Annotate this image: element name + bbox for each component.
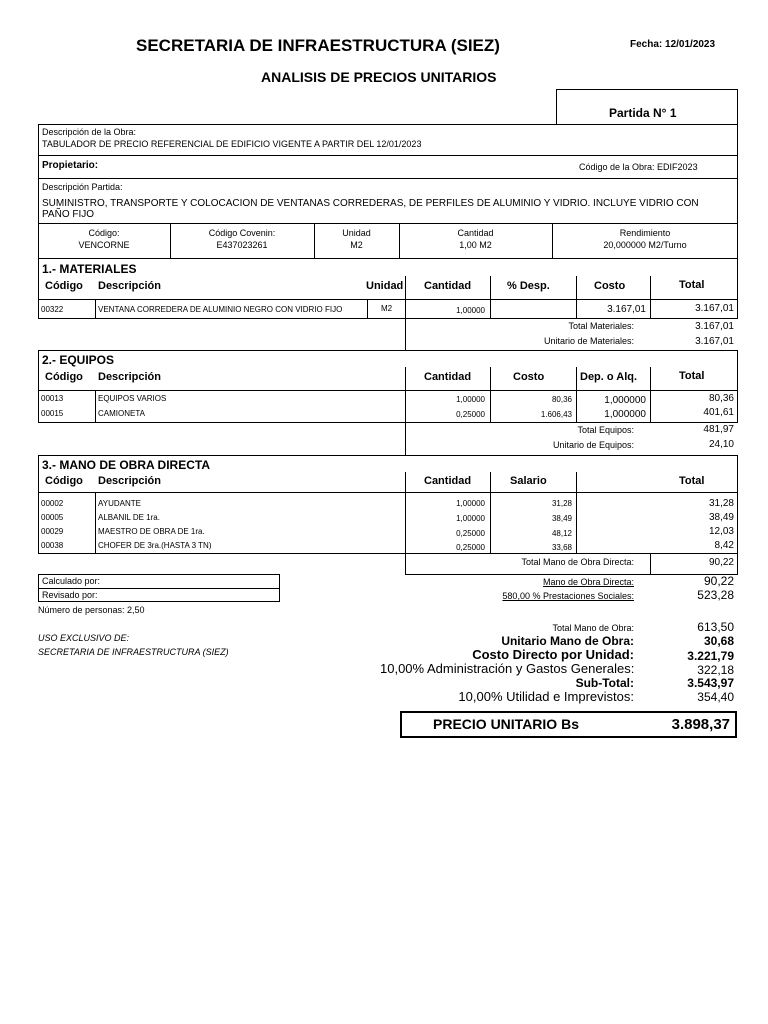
propietario-label: Propietario:: [42, 160, 99, 171]
materiales-col-desp: % Desp.: [507, 280, 550, 292]
equipos-unitario-label: Unitario de Equipos:: [552, 440, 634, 450]
equipos-row-dep: 1,000000: [604, 395, 646, 406]
equipos-unitario-value: 24,10: [708, 439, 734, 450]
materiales-row-total: 3.167,01: [695, 303, 734, 314]
mano-obra-row-total: 38,49: [708, 512, 734, 523]
materiales-col-costo: Costo: [594, 280, 626, 292]
partida-description-line1: SUMINISTRO, TRANSPORTE Y COLOCACION DE VENTANAS CORREDERAS, DE PERFILES DE ALUMINIO Y VIDRIO. INCLUYE VIDRIO CON: [42, 198, 699, 209]
mano-obra-row-total: 8,42: [714, 540, 734, 551]
equipos-row-cantidad: 0,25000: [456, 410, 485, 419]
equipos-row-cantidad: 1,00000: [456, 395, 485, 404]
codigo-obra: Código de la Obra: EDIF2023: [579, 162, 698, 172]
equipos-row-codigo: 00015: [41, 409, 64, 418]
materiales-row-codigo: 00322: [41, 305, 64, 314]
utilidad-value: 354,40: [697, 690, 734, 704]
equipos-row-codigo: 00013: [41, 394, 64, 403]
materiales-row-unidad: M2: [381, 304, 393, 313]
equipos-row-total: 401,61: [703, 407, 734, 418]
mano-obra-row-codigo: 00002: [41, 499, 64, 508]
revisado-por: Revisado por:: [42, 590, 98, 600]
materiales-unitario-label: Unitario de Materiales:: [543, 336, 634, 346]
mano-obra-row-descripcion: MAESTRO DE OBRA DE 1ra.: [98, 527, 205, 536]
unidad-label: Unidad: [342, 228, 371, 238]
mano-obra-total-label: Total Mano de Obra Directa:: [521, 557, 634, 567]
partida-description-line2: PAÑO FIJO: [42, 209, 95, 220]
equipos-row-costo: 1.606,43: [540, 410, 572, 419]
covenin-label: Código Covenin:: [208, 228, 276, 238]
equipos-col-costo: Costo: [513, 371, 545, 383]
equipos-row-total: 80,36: [708, 393, 734, 404]
equipos-total-value: 481,97: [703, 424, 734, 435]
mano-obra-row-salario: 33,68: [551, 543, 572, 552]
rendimiento-label: Rendimiento: [619, 228, 671, 238]
unitario-mo-value: 30,68: [703, 634, 734, 648]
unidad-value: M2: [350, 240, 363, 250]
mano-obra-total-value: 90,22: [708, 557, 734, 568]
equipos-row-descripcion: CAMIONETA: [98, 409, 145, 418]
mano-obra-row-total: 31,28: [708, 498, 734, 509]
precio-unitario-label: PRECIO UNITARIO Bs: [433, 716, 579, 732]
admin-value: 322,18: [697, 663, 734, 677]
codigo-value: VENCORNE: [78, 240, 130, 250]
document-title: SECRETARIA DE INFRAESTRUCTURA (SIEZ): [136, 36, 500, 55]
mano-obra-col-total: Total: [679, 475, 705, 487]
obra-description-label: Descripción de la Obra:: [42, 127, 137, 137]
total-mo-label: Total Mano de Obra:: [552, 623, 634, 633]
document-date: Fecha: 12/01/2023: [630, 39, 716, 50]
precio-unitario-value: 3.898,37: [671, 716, 730, 733]
utilidad-label: 10,00% Utilidad e Imprevistos:: [458, 689, 634, 704]
materiales-row-cantidad: 1,00000: [456, 306, 485, 315]
mano-obra-row-codigo: 00038: [41, 541, 64, 550]
equipos-col-total: Total: [679, 370, 705, 382]
obra-description-value: TABULADOR DE PRECIO REFERENCIAL DE EDIFICIO VIGENTE A PARTIR DEL 12/01/2023: [42, 139, 422, 149]
mano-obra-row-cantidad: 0,25000: [456, 529, 485, 538]
mano-obra-col-cantidad: Cantidad: [424, 475, 472, 487]
unitario-mo-label: Unitario Mano de Obra:: [501, 634, 634, 648]
materiales-col-descripcion: Descripción: [98, 280, 161, 292]
mano-obra-row-salario: 48,12: [551, 529, 572, 538]
document-subtitle: ANALISIS DE PRECIOS UNITARIOS: [261, 69, 497, 85]
mano-obra-col-codigo: Código: [45, 475, 83, 487]
mano-obra-col-salario: Salario: [510, 475, 547, 487]
costo-directo-value: 3.221,79: [687, 649, 734, 663]
covenin-value: E437023261: [216, 240, 268, 250]
uso-exclusivo-label: USO EXCLUSIVO DE:: [38, 633, 130, 643]
materiales-row-descripcion: VENTANA CORREDERA DE ALUMINIO NEGRO CON VIDRIO FIJO: [98, 305, 343, 314]
materiales-col-total: Total: [679, 279, 705, 291]
mano-obra-row-codigo: 00005: [41, 513, 64, 522]
mano-obra-col-descripcion: Descripción: [98, 475, 161, 487]
equipos-title: 2.- EQUIPOS: [42, 353, 115, 367]
mano-obra-row-descripcion: CHOFER DE 3ra.(HASTA 3 TN): [98, 541, 212, 550]
equipos-col-cantidad: Cantidad: [424, 371, 472, 383]
materiales-total-label: Total Materiales:: [568, 321, 634, 331]
cantidad-label: Cantidad: [457, 228, 494, 238]
mo-directa-value: 90,22: [703, 574, 734, 588]
equipos-row-dep: 1,000000: [604, 409, 646, 420]
mano-obra-row-cantidad: 1,00000: [456, 514, 485, 523]
materiales-row-costo: 3.167,01: [607, 304, 646, 315]
mano-obra-row-salario: 38,49: [551, 514, 572, 523]
calculado-por: Calculado por:: [42, 576, 101, 586]
equipos-total-label: Total Equipos:: [577, 425, 634, 435]
mano-obra-title: 3.- MANO DE OBRA DIRECTA: [42, 458, 210, 472]
subtotal-label: Sub-Total:: [575, 676, 634, 690]
prestaciones-label: 580,00 % Prestaciones Sociales:: [502, 591, 634, 601]
materiales-col-cantidad: Cantidad: [424, 280, 472, 292]
mano-obra-row-descripcion: AYUDANTE: [98, 499, 141, 508]
prestaciones-value: 523,28: [697, 588, 734, 602]
equipos-col-descripcion: Descripción: [98, 371, 161, 383]
equipos-col-dep: Dep. o Alq.: [580, 371, 638, 383]
total-mo-value: 613,50: [697, 620, 734, 634]
equipos-row-costo: 80,36: [551, 395, 572, 404]
equipos-col-codigo: Código: [45, 371, 83, 383]
mano-obra-row-codigo: 00029: [41, 527, 64, 536]
mano-obra-row-cantidad: 0,25000: [456, 543, 485, 552]
codigo-label: Código:: [88, 228, 120, 238]
mo-directa-label: Mano de Obra Directa:: [542, 577, 634, 587]
uso-exclusivo-value: SECRETARIA DE INFRAESTRUCTURA (SIEZ): [38, 647, 229, 657]
numero-personas: Número de personas: 2,50: [38, 605, 145, 615]
partida-description-label: Descripción Partida:: [42, 182, 123, 192]
subtotal-value: 3.543,97: [687, 676, 734, 690]
materiales-unitario-value: 3.167,01: [695, 336, 734, 347]
materiales-title: 1.- MATERIALES: [42, 262, 137, 276]
equipos-row-descripcion: EQUIPOS VARIOS: [98, 394, 167, 403]
mano-obra-row-salario: 31,28: [551, 499, 572, 508]
mano-obra-row-descripcion: ALBANIL DE 1ra.: [98, 513, 160, 522]
mano-obra-row-cantidad: 1,00000: [456, 499, 485, 508]
admin-label: 10,00% Administración y Gastos Generales:: [380, 661, 635, 676]
materiales-total-value: 3.167,01: [695, 321, 734, 332]
partida-number: Partida N° 1: [609, 106, 677, 120]
cantidad-value: 1,00 M2: [459, 240, 492, 250]
costo-directo-label: Costo Directo por Unidad:: [472, 647, 634, 662]
rendimiento-value: 20,000000 M2/Turno: [603, 240, 687, 250]
materiales-col-codigo: Código: [45, 280, 83, 292]
materiales-col-unidad: Unidad: [366, 280, 404, 292]
mano-obra-row-total: 12,03: [708, 526, 734, 537]
